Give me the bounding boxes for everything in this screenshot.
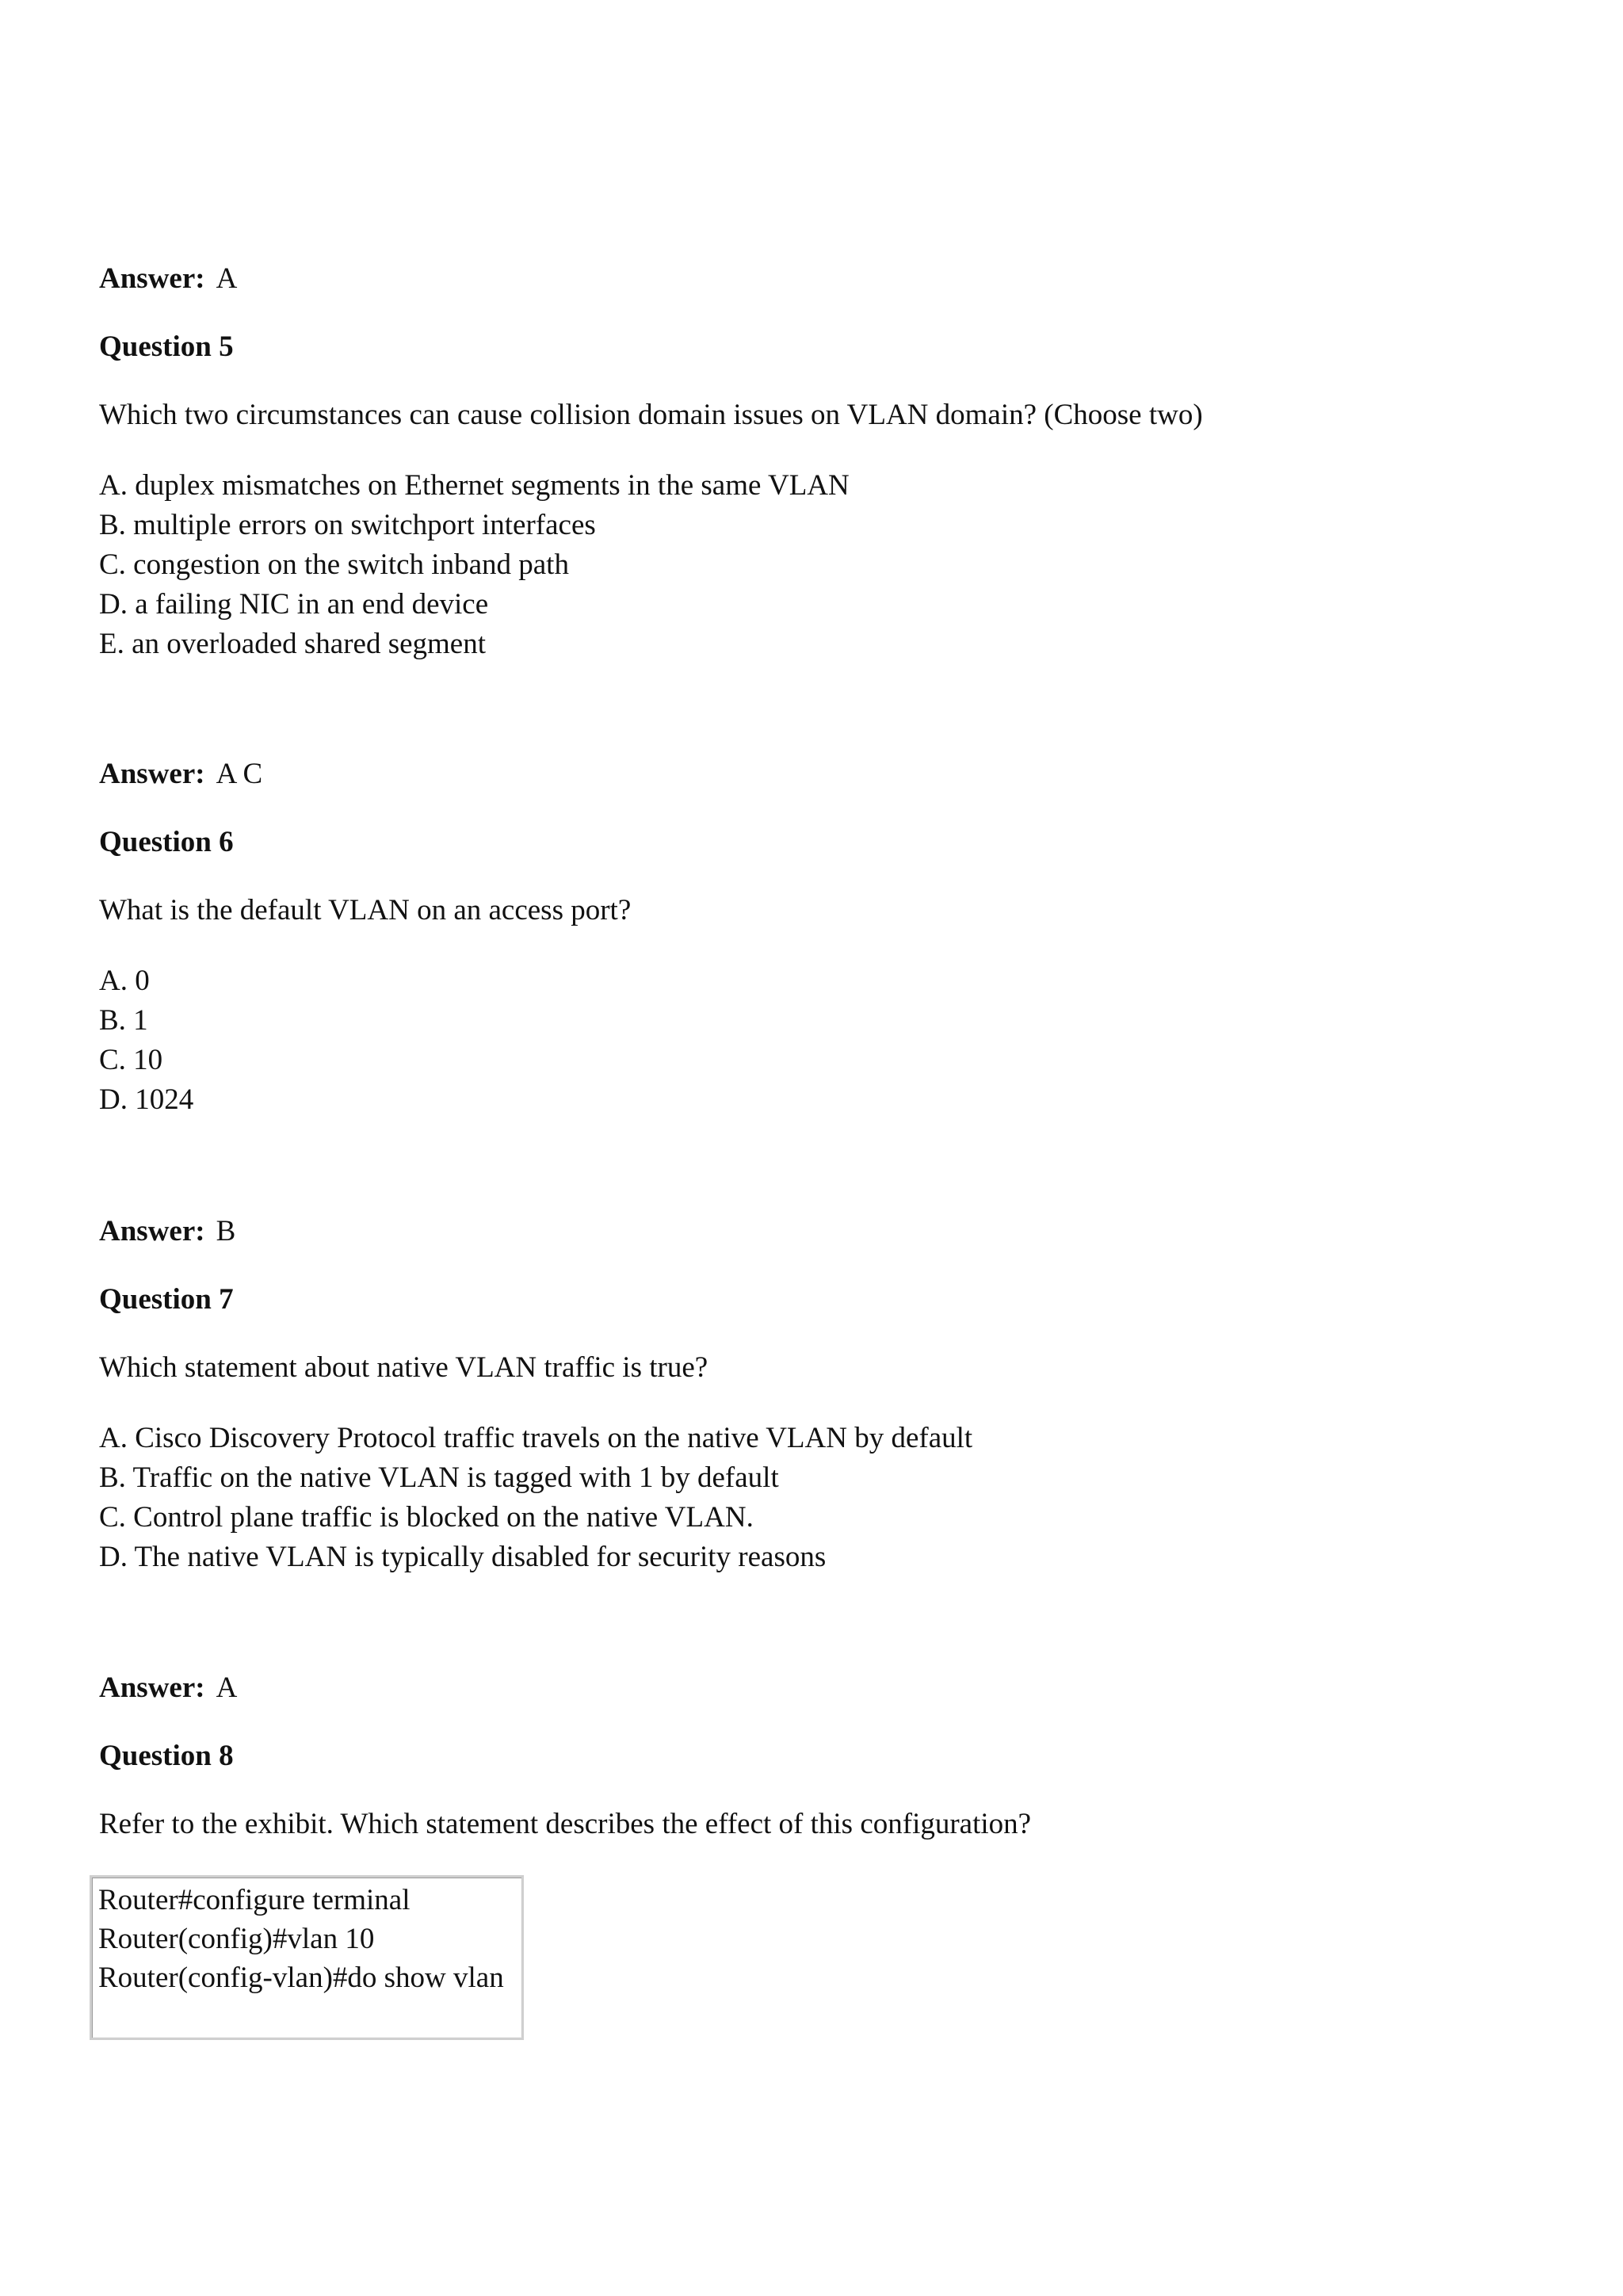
answer-line — [99, 757, 1526, 792]
option-a: A. duplex mismatches on Ethernet segments in the same VLAN — [99, 469, 850, 502]
question-text: Which two circumstances can cause collision domain issues on VLAN domain? (Choose two) — [99, 399, 1203, 431]
option-a: A. 0 — [99, 965, 150, 997]
answer-line — [99, 1214, 1526, 1249]
exhibit-line: Router(config-vlan)#do show vlan — [98, 1962, 504, 1994]
exhibit-line: Router(config)#vlan 10 — [98, 1923, 375, 1955]
exhibit-line: Router#configure terminal — [98, 1884, 411, 1916]
option-c: C. congestion on the switch inband path — [99, 548, 569, 581]
question-heading: Question 8 — [99, 1740, 234, 1772]
option-c: C. 10 — [99, 1044, 163, 1076]
question-5-block — [99, 262, 1526, 664]
option-c: C. Control plane traffic is blocked on the native VLAN. — [99, 1501, 754, 1534]
option-d: D. a failing NIC in an end device — [99, 588, 489, 621]
option-b: B. 1 — [99, 1004, 148, 1037]
config-exhibit-box — [90, 1875, 524, 2040]
option-d: D. 1024 — [99, 1083, 194, 1116]
answer-options — [99, 466, 1526, 664]
answer-line — [99, 262, 1526, 296]
answer-options — [99, 961, 1526, 1120]
answer-value: A — [216, 262, 238, 295]
option-a: A. Cisco Discovery Protocol traffic travels on the native VLAN by default — [99, 1422, 973, 1454]
answer-label: Answer: — [99, 1215, 205, 1247]
option-d: D. The native VLAN is typically disabled for security reasons — [99, 1541, 827, 1573]
question-6-block — [99, 757, 1526, 1120]
question-heading: Question 5 — [99, 330, 234, 363]
option-b: B. Traffic on the native VLAN is tagged with 1 by default — [99, 1461, 779, 1494]
question-text: Which statement about native VLAN traffic is true? — [99, 1351, 708, 1384]
answer-value: B — [216, 1215, 236, 1247]
answer-label: Answer: — [99, 758, 205, 790]
question-7-block — [99, 1214, 1526, 1577]
question-heading: Question 7 — [99, 1283, 234, 1316]
question-8-block — [99, 1671, 1526, 2040]
option-e: E. an overloaded shared segment — [99, 628, 487, 660]
answer-value: A — [216, 1671, 238, 1704]
answer-options — [99, 1419, 1526, 1577]
answer-value: A C — [216, 758, 263, 790]
answer-label: Answer: — [99, 262, 205, 295]
question-text: Refer to the exhibit. Which statement describes the effect of this configuration? — [99, 1808, 1032, 1840]
question-text: What is the default VLAN on an access port? — [99, 894, 632, 926]
answer-label: Answer: — [99, 1671, 205, 1704]
answer-line — [99, 1671, 1526, 1706]
question-heading: Question 6 — [99, 826, 234, 858]
option-b: B. multiple errors on switchport interfaces — [99, 509, 596, 541]
